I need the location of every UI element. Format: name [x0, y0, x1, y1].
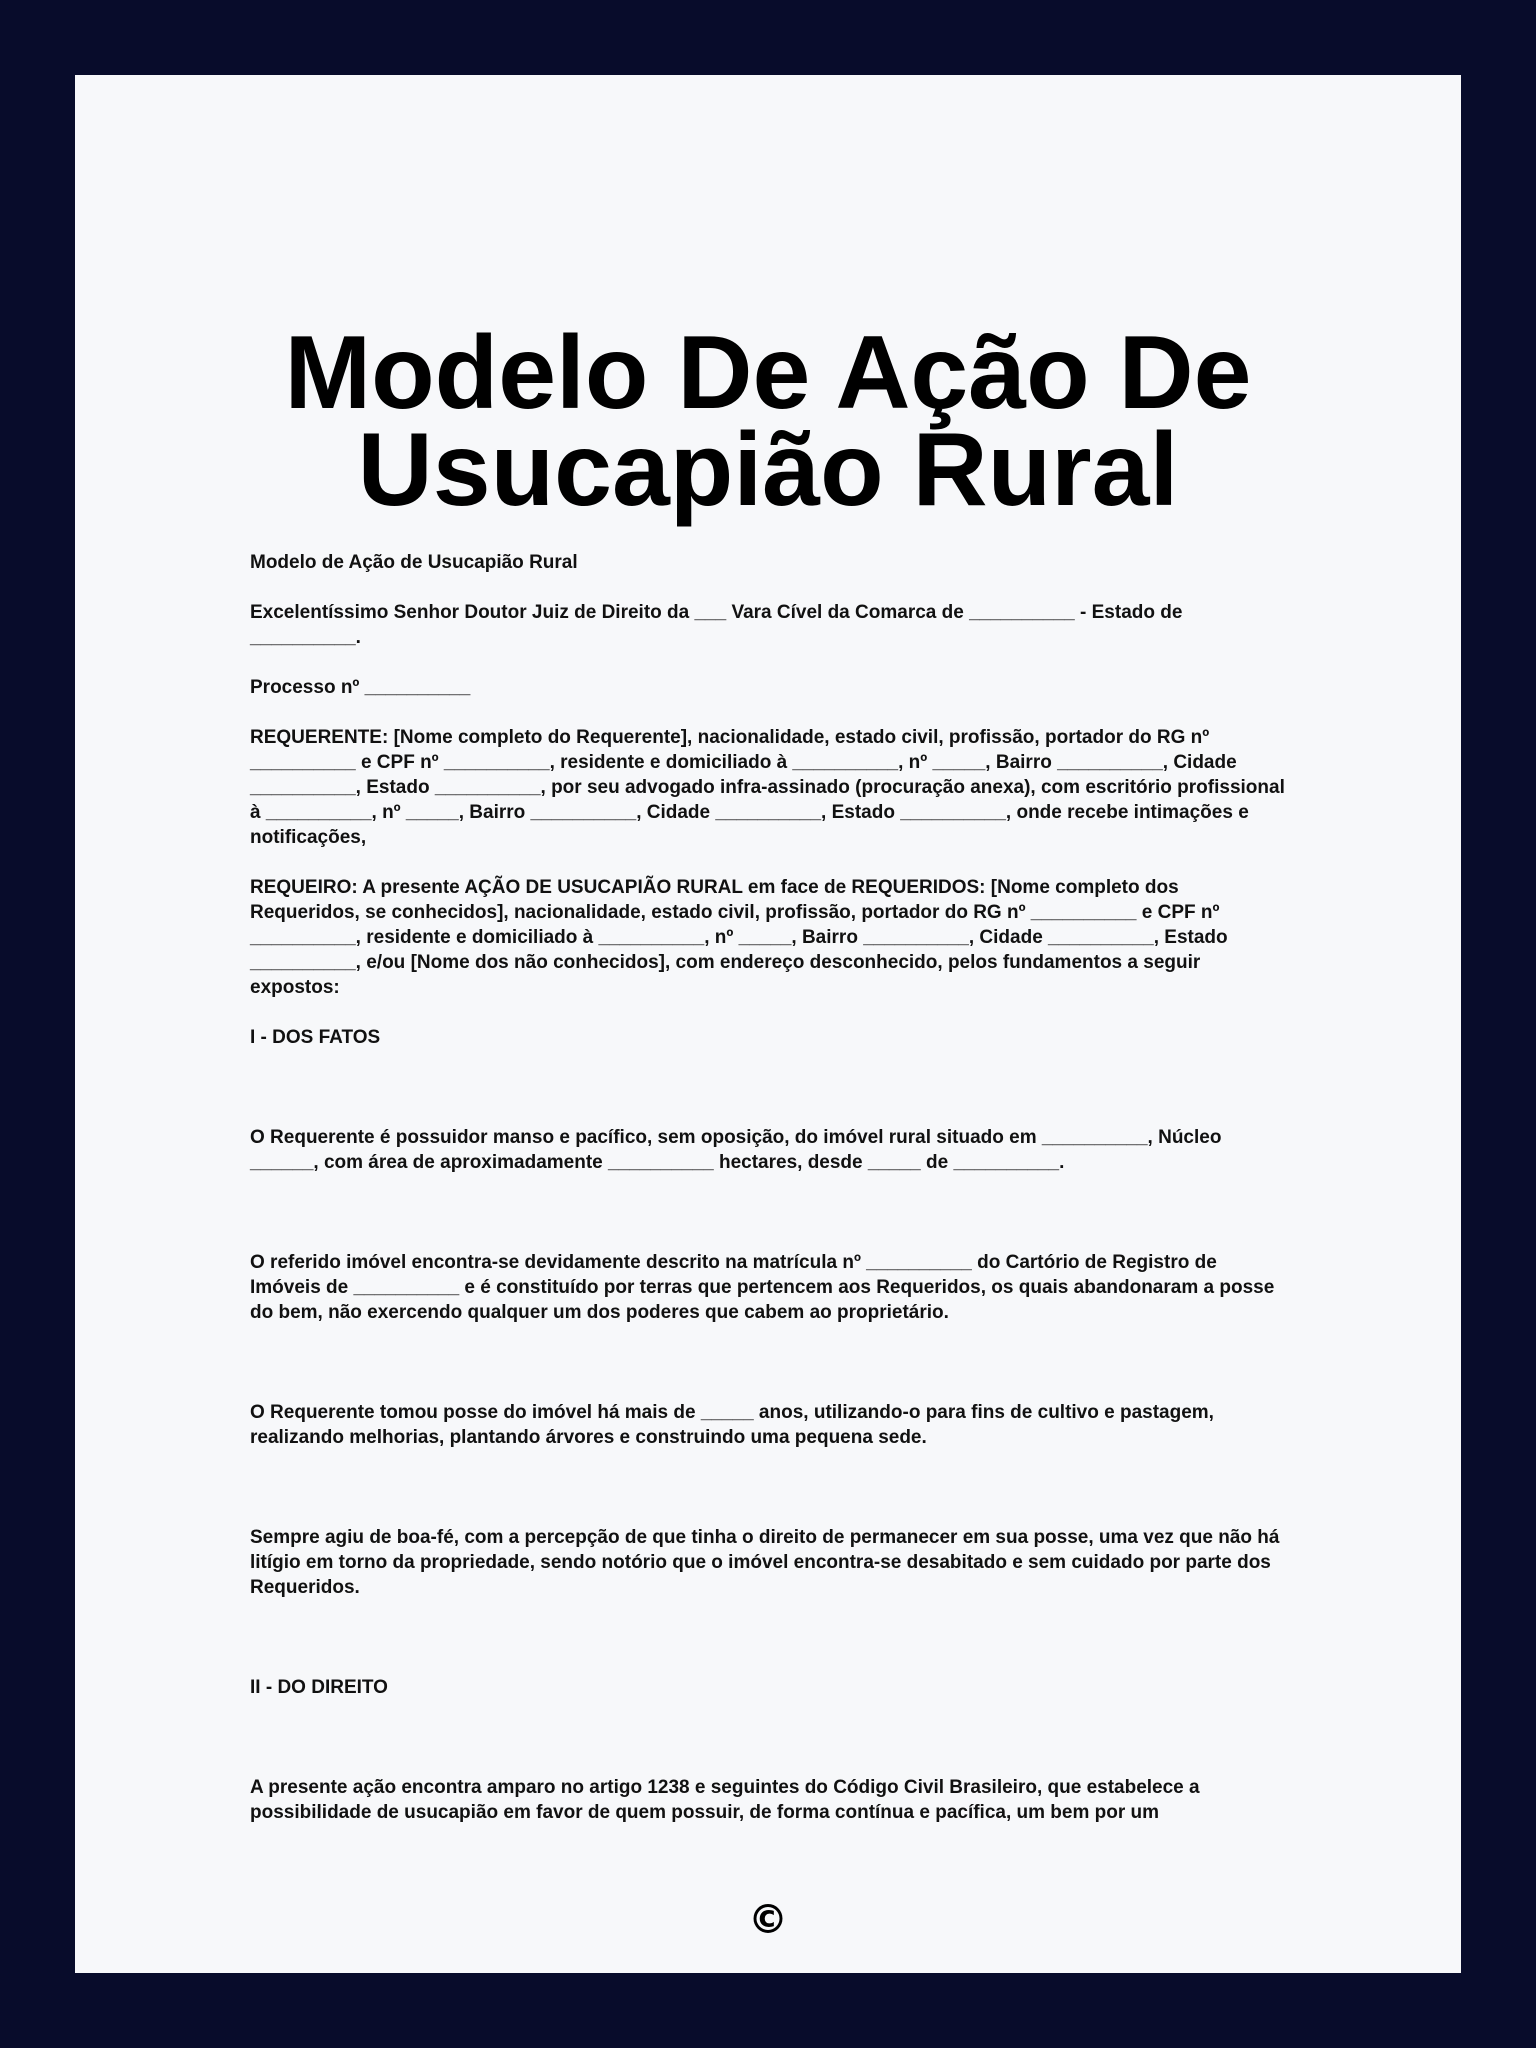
requeiro-paragraph: REQUEIRO: A presente AÇÃO DE USUCAPIÃO RURAL em face de REQUERIDOS: [Nome completo dos Requeridos, se conhecidos], nacionalidade, estado civil, profissão, portador do RG nº __________ e CPF nº __________, residente e domiciliado à __________, nº _____, Bairro __________, Cidade __________, Estado __________, e/ou [Nome dos não conhecidos], com endereço desconhecido, pelos fundamentos a seguir expostos:	[250, 877, 1228, 998]
requerente-paragraph: REQUERENTE: [Nome completo do Requerente], nacionalidade, estado civil, profissão, portador do RG nº __________ e CPF nº __________, residente e domiciliado à __________, nº _____, Bairro __________, Cidade __________, Estado __________, por seu advogado infra-assinado (procuração anexa), com escritório profissional à __________, nº _____, Bairro __________, Cidade __________, Estado __________, onde recebe intimações e notificações,	[250, 727, 1285, 848]
title-line-1: Modelo De Ação De	[284, 315, 1252, 431]
fatos-paragraph-2: O referido imóvel encontra-se devidamente descrito na matrícula nº __________ do Cartório de Registro de Imóveis de __________ e é constituído por terras que pertencem aos Requeridos, os quais abandonaram a posse do bem, não exercendo qualquer um dos poderes que cabem ao proprietário.	[250, 1252, 1275, 1323]
title-line-2: Usucapião Rural	[357, 412, 1179, 528]
section-heading-fatos: I - DOS FATOS	[250, 1027, 381, 1048]
direito-paragraph-1: A presente ação encontra amparo no artigo 1238 e seguintes do Código Civil Brasileiro, que estabelece a possibilidade de usucapião em favor de quem possuir, de forma contínua e pacífica, um bem por um	[250, 1777, 1200, 1823]
copyright-icon: ©	[748, 1897, 788, 1943]
document-title	[75, 315, 1461, 528]
fatos-paragraph-3: O Requerente tomou posse do imóvel há mais de _____ anos, utilizando-o para fins de cultivo e pastagem, realizando melhorias, plantando árvores e construindo uma pequena sede.	[250, 1402, 1214, 1448]
fatos-paragraph-1: O Requerente é possuidor manso e pacífico, sem oposição, do imóvel rural situado em __________, Núcleo ______, com área de aproximadamente __________ hectares, desde _____ de __________.	[250, 1127, 1222, 1173]
section-heading-direito: II - DO DIREITO	[250, 1677, 388, 1698]
fatos-paragraph-4: Sempre agiu de boa-fé, com a percepção de que tinha o direito de permanecer em sua posse, uma vez que não há litígio em torno da propriedade, sendo notório que o imóvel encontra-se desabitado e sem cuidado por parte dos Requeridos.	[250, 1527, 1280, 1598]
process-number-paragraph: Processo nº __________	[250, 677, 471, 698]
document-page	[75, 75, 1461, 1973]
subtitle-paragraph: Modelo de Ação de Usucapião Rural	[250, 552, 578, 573]
addressee-paragraph: Excelentíssimo Senhor Doutor Juiz de Direito da ___ Vara Cível da Comarca de __________ - Estado de __________.	[250, 602, 1183, 648]
document-body	[250, 550, 1285, 1850]
